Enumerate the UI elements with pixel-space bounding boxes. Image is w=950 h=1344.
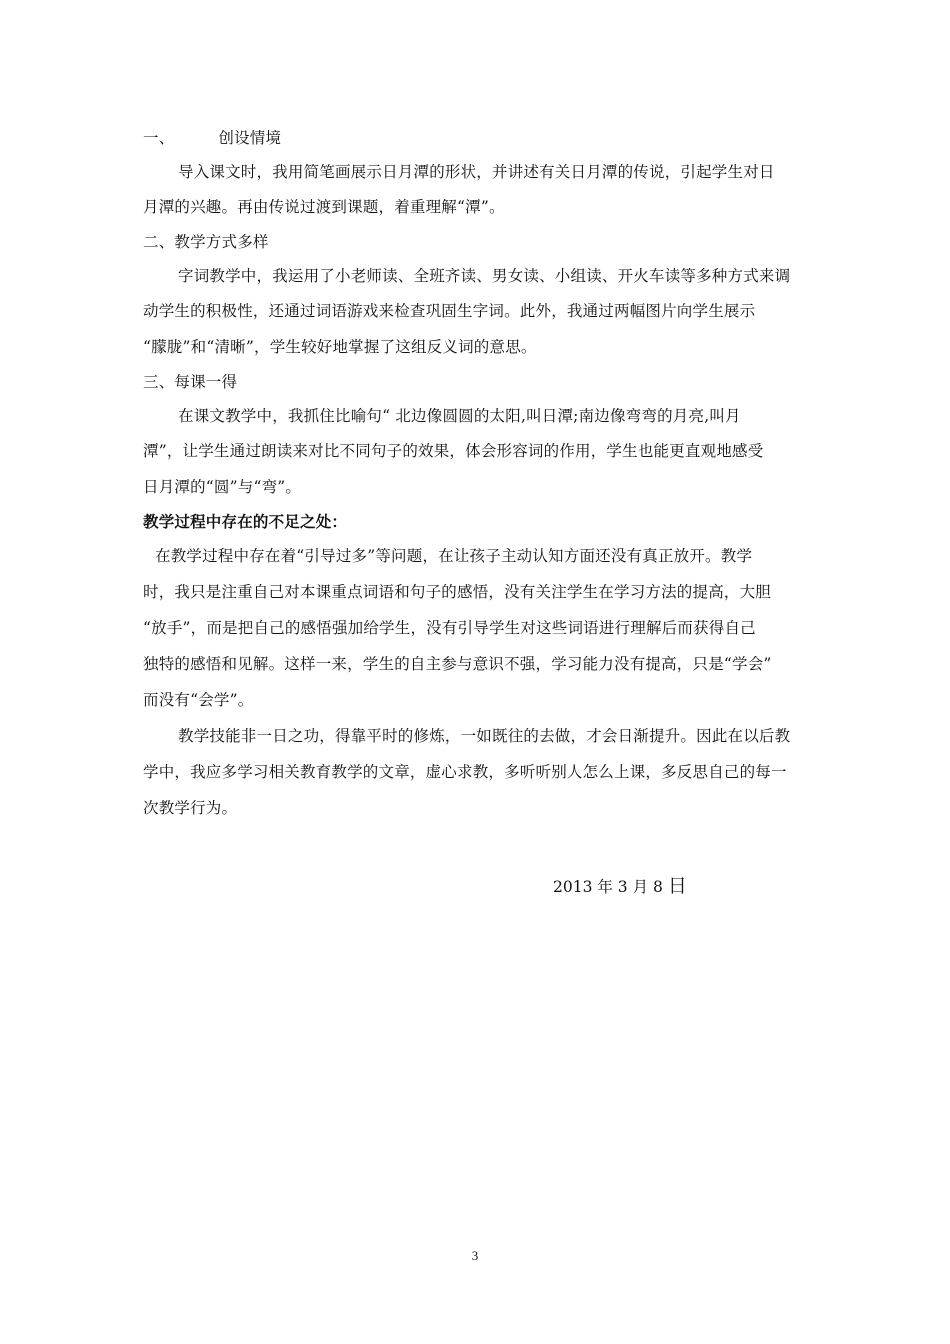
paragraph-line: 时，我只是注重自己对本课重点词语和句子的感悟，没有关注学生在学习方法的提高，大胆 [143,583,772,601]
page-number: 3 [471,1248,479,1263]
paragraph-line: 日月潭的“圆”与“弯”。 [143,478,302,496]
date-day-char: 日 [667,875,687,897]
paragraph-line: 在教学过程中存在着“引导过多”等问题，在让孩子主动认知方面还没有真正放开。教学 [155,547,753,565]
section-number: 一、 [143,129,175,147]
section-heading-1 [143,128,813,148]
date-text: 2013 年 3 月 8 [553,878,668,896]
paragraph-line: 次教学行为。 [143,799,238,817]
paragraph-line: 导入课文时，我用简笔画展示日月潭的形状，并讲述有关日月潭的传说，引起学生对日 [178,163,775,181]
section-title: 创设情境 [218,129,282,147]
paragraph-line: “放手”，而是把自己的感悟强加给学生，没有引导学生对这些词语进行理解后而获得自己 [143,619,756,637]
paragraph-line: 潭”，让学生通过朗读来对比不同句子的效果，体会形容词的作用，学生也能更直观地感受 [143,442,764,460]
paragraph-line: 而没有“会学”。 [143,691,254,709]
paragraph-line: 在课文教学中，我抓住比喻句“ 北边像圆圆的太阳,叫日潭;南边像弯弯的月亮,叫月 [178,407,741,425]
paragraph-line: 学中，我应多学习相关教育教学的文章，虚心求教，多听听别人怎么上课，多反思自己的每一 [143,763,787,781]
section-heading-2: 二、教学方式多样 [143,233,269,251]
paragraph-line: “朦胧”和“清晰”，学生较好地掌握了这组反义词的意思。 [143,338,537,356]
document-date [553,871,687,898]
section-heading-3: 三、每课一得 [143,373,238,391]
paragraph-line: 独特的感悟和见解。这样一来，学生的自主参与意识不强，学习能力没有提高，只是“学会” [143,655,772,673]
paragraph-line: 教学技能非一日之功，得靠平时的修炼，一如既往的去做，才会日渐提升。因此在以后教 [178,727,791,745]
paragraph-line: 字词教学中，我运用了小老师读、全班齐读、男女读、小组读、开火车读等多种方式来调 [178,267,791,285]
paragraph-line: 月潭的兴趣。再由传说过渡到课题，着重理解“潭”。 [143,198,505,216]
paragraph-line: 动学生的积极性，还通过词语游戏来检查巩固生字词。此外，我通过两幅图片向学生展示 [143,302,756,320]
section-heading-4: 教学过程中存在的不足之处： [143,512,348,531]
